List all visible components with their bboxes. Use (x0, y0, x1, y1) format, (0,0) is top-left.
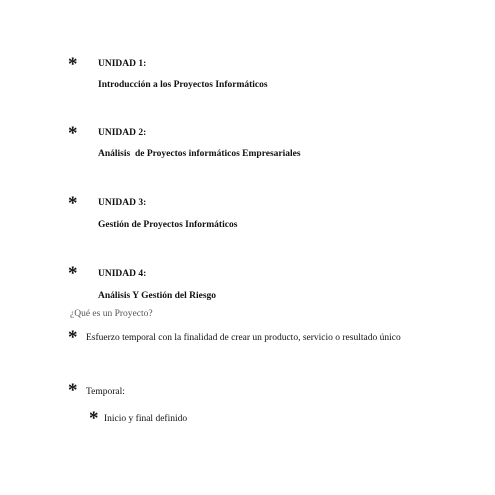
definition-text: Esfuerzo temporal con la finalidad de crear un producto, servicio o resultado único (86, 333, 401, 343)
asterisk-bullet-icon: * (68, 263, 78, 284)
unit-4-subtitle: Análisis Y Gestión del Riesgo (98, 291, 217, 301)
asterisk-bullet-icon: * (68, 123, 78, 144)
unit-3-subtitle: Gestión de Proyectos Informáticos (98, 220, 238, 230)
unit-3-title: UNIDAD 3: (98, 198, 147, 208)
unit-1-subtitle: Introducción a los Proyectos Informáticos (98, 80, 268, 90)
unit-4-title: UNIDAD 4: (98, 269, 147, 279)
asterisk-bullet-icon: * (68, 380, 78, 401)
asterisk-bullet-icon: * (68, 193, 78, 214)
asterisk-bullet-icon: * (68, 327, 78, 348)
asterisk-bullet-icon: * (89, 408, 99, 429)
unit-2-subtitle: Análisis de Proyectos informáticos Empresariales (98, 149, 301, 159)
question-heading: ¿Qué es un Proyecto? (70, 309, 153, 319)
temporal-sub-item: Inicio y final definido (104, 414, 188, 424)
unit-2-title: UNIDAD 2: (98, 128, 147, 138)
asterisk-bullet-icon: * (68, 54, 78, 75)
unit-1-title: UNIDAD 1: (98, 59, 147, 69)
temporal-label: Temporal: (86, 387, 125, 397)
